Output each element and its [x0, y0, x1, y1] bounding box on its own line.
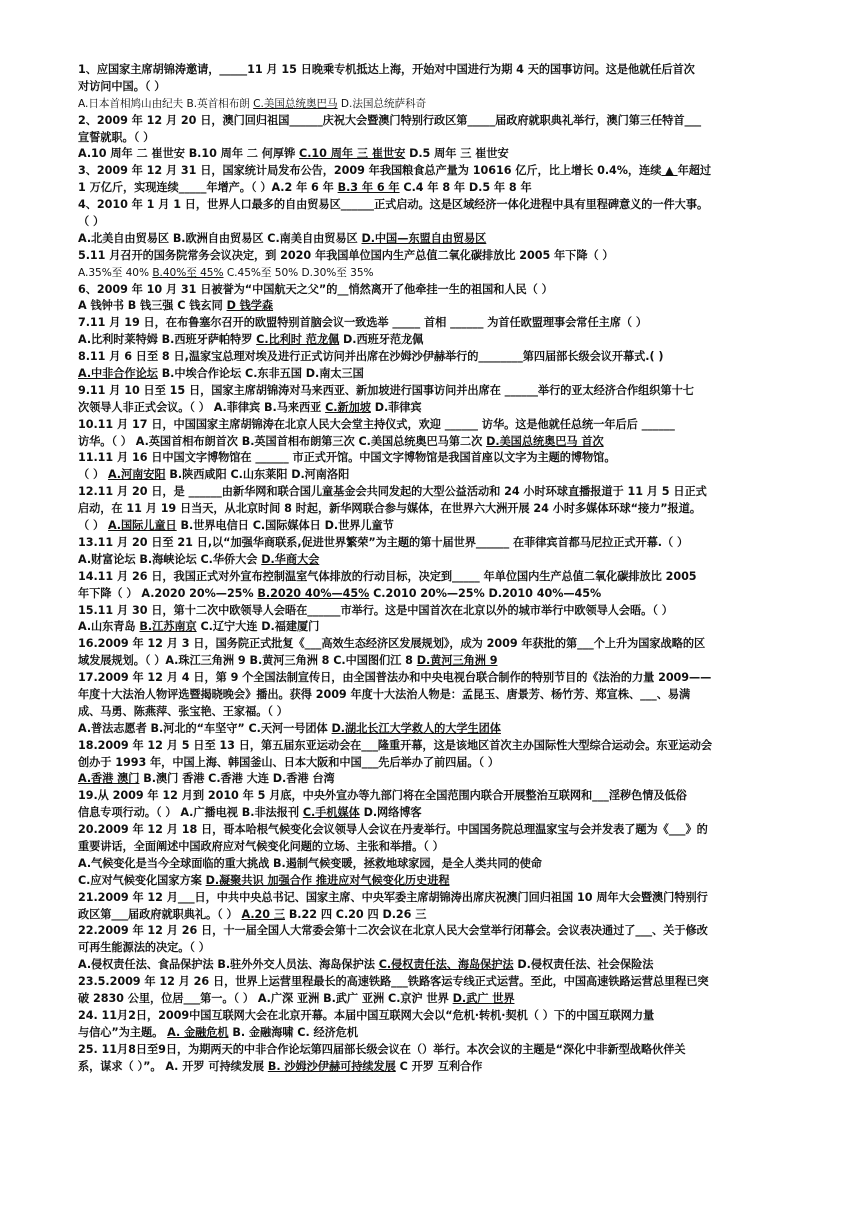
text-segment: C.2010 20%—25% D.2010 40%—45%: [369, 586, 602, 600]
text-segment: A.财富论坛 B.海峡论坛 C.华侨大会: [78, 552, 262, 566]
answer-underlined: D.中国—东盟自由贸易区: [361, 231, 487, 245]
text-line: 5.11 月召开的国务院常务会议决定，到 2020 年我国单位国内生产总值二氧化碳排放比 2005 年下降（ ）: [78, 248, 614, 262]
text-line: [78, 653, 794, 670]
text-segment: D.侵权责任法、社会保险法: [513, 958, 654, 972]
answer-underlined: D.湖北长江大学救人的大学生团体: [331, 721, 501, 735]
answer-underlined: B. 沙姆沙伊赫可持续发展: [267, 1059, 396, 1073]
text-line: [78, 1025, 794, 1042]
text-line: 12.11 月 20 日，是 ______由新华网和联合国儿童基金会共同发起的大型公益活动和 24 小时环球直播报道于 11 月 5 日正式: [78, 485, 707, 499]
text-line: 创办于 1993 年，中国上海、韩国釜山、日本大阪和中国___先后举办了前四届。（ ）: [78, 755, 500, 769]
answer-underlined: D.黄河三角洲 9: [416, 654, 498, 668]
answer-underlined: B.江苏南京: [139, 620, 197, 634]
answer-underlined: A. 金融危机: [167, 1025, 229, 1039]
text-segment: D.西班牙范龙佩: [339, 333, 424, 347]
text-segment: C.4 年 8 年 D.5 年 8 年: [399, 181, 532, 195]
text-segment: A.35%至 40%: [78, 266, 153, 279]
text-segment: A 钱钟书 B 钱三强 C 钱玄同: [78, 299, 227, 313]
text-line: [78, 957, 794, 974]
text-line: 7.11 月 19 日，在布鲁塞尔召开的欧盟特别首脑会议一致选举 _____ 首相 ______ 为首任欧盟理事会常任主席（ ）: [78, 316, 647, 330]
answer-underlined: D.武广 世界: [452, 991, 515, 1005]
text-segment: A.10 周年 二 崔世安 B.10 周年 二 何厚铧: [78, 147, 300, 161]
text-line: 23.5.2009 年 12 月 26 日，世界上运营里程最长的高速铁路___铁路客运专线正式运营。至此，中国高速铁路运营总里程已突: [78, 975, 709, 989]
text-line: 宣誓就职。（ ）: [78, 130, 155, 144]
answer-underlined: B.3 年 6 年: [337, 181, 400, 195]
answer-underlined: C.美国总统奥巴马: [253, 97, 338, 110]
text-line: 21.2009 年 12 月___日，中共中央总书记、国家主席、中央军委主席胡锦涛出席庆祝澳门回归祖国 10 周年大会暨澳门特别行: [78, 890, 708, 904]
text-line: 对访问中国。（ ）: [78, 79, 166, 93]
answer-underlined: C.侵权责任法、海岛保护法: [378, 958, 514, 972]
text-segment: B.陕西咸阳 C.山东莱阳 D.河南洛阳: [165, 468, 350, 482]
text-line: A.气候变化是当今全球面临的重大挑战 B.遏制气候变暖，拯救地球家园，是全人类共同的使命: [78, 856, 542, 870]
text-line: 6、2009 年 10 月 31 日被誉为“中国航天之父”的__悄然离开了他牵挂一生的祖国和人民（ ）: [78, 282, 553, 296]
text-segment: 系，谋求（ ）”。 A. 开罗 可持续发展: [78, 1059, 268, 1073]
text-line: [78, 1059, 794, 1076]
text-line: [78, 518, 794, 535]
answer-underlined: A.国际儿童日: [107, 519, 177, 533]
text-line: [78, 180, 794, 197]
text-line: （ ）: [78, 215, 105, 229]
text-segment: 1 万亿斤，实现连续_____年增产。（ ）A.2 年 6 年: [78, 181, 338, 195]
text-segment: B.22 四 C.20 四 D.26 三: [284, 907, 427, 921]
text-segment: 政区第___届政府就职典礼。（ ）: [78, 907, 242, 921]
text-line: 24. 11月2日，2009中国互联网大会在北京开幕。本届中国互联网大会以“危机·转机·契机（ ）下的中国互联网力量: [78, 1008, 655, 1022]
answer-underlined: A.河南安阳: [107, 468, 166, 482]
text-line: [78, 298, 794, 315]
text-segment: 与信心”为主题。: [78, 1025, 168, 1039]
text-line: [78, 400, 794, 417]
text-segment: 破 2830 公里，位居___第一。（ ） A.广深 亚洲 B.武广 亚洲 C.京沪 世界: [78, 991, 453, 1005]
text-line: 8.11 月 6 日至 8 日,温家宝总理对埃及进行正式访问并出席在沙姆沙伊赫举行的________第四届部长级会议开幕式.( ): [78, 350, 664, 364]
answer-underlined: D.美国总统奥巴马 首次: [486, 434, 604, 448]
text-segment: B.世界电信日 C.国际媒体日 D.世界儿童节: [176, 519, 394, 533]
text-segment: 信息专项行动。（ ） A.广播电视 B.非法报刊: [78, 806, 303, 820]
text-line: 10.11 月 17 日，中国国家主席胡锦涛在北京人民大会堂主持仪式，欢迎 ______ 访华。这是他就任总统一年后后 ______: [78, 417, 675, 431]
text-line: [78, 265, 794, 282]
text-segment: D.网络博客: [359, 806, 422, 820]
text-line: [78, 552, 794, 569]
text-line: 9.11 月 10 日至 15 日，国家主席胡锦涛对马来西亚、新加坡进行国事访问并出席在 ______举行的亚太经济合作组织第十七: [78, 383, 694, 397]
text-line: [78, 907, 794, 924]
text-segment: A.山东青岛: [78, 620, 140, 634]
text-segment: C.辽宁大连 D.福建厦门: [196, 620, 320, 634]
text-line: 可再生能源法的决定。（ ）: [78, 941, 210, 955]
answer-underlined: B.2020 40%—45%: [257, 586, 370, 600]
text-line: [78, 467, 794, 484]
text-line: 年度十大法治人物评选暨揭晓晚会》播出。获得 2009 年度十大法治人物是：孟昆玉、唐景芳、杨竹芳、郑宣株、___、易满: [78, 687, 691, 701]
text-line: 16.2009 年 12 月 3 日，国务院正式批复《___高效生态经济区发展规划》，成为 2009 年获批的第___个上升为国家战略的区: [78, 637, 706, 651]
answer-underlined: A.20 三: [241, 907, 285, 921]
text-line: [78, 146, 794, 163]
answer-underlined: D 钱学森: [226, 299, 274, 313]
answer-underlined: A.香港 澳门: [78, 772, 140, 786]
text-segment: B. 金融海啸 C. 经济危机: [228, 1025, 359, 1039]
text-segment: D.法国总统萨科奇: [337, 97, 427, 110]
text-line: 22.2009 年 12 月 26 日，十一届全国人大常委会第十二次会议在北京人民大会堂举行闭幕会。会议表决通过了___、关于修改: [78, 924, 708, 938]
text-line: 11.11 月 16 日中国文字博物馆在 ______ 市正式开馆。中国文字博物馆是我国首座以文字为主题的博物馆。: [78, 451, 616, 465]
answer-underlined: C.新加坡: [325, 400, 371, 414]
text-line: [78, 805, 794, 822]
text-line: 17.2009 年 12 月 4 日，第 9 个全国法制宣传日，由全国普法办和中央电视台联合制作的特别节目的《法治的力量 2009——: [78, 671, 712, 685]
text-segment: 年超过: [677, 164, 711, 178]
answer-underlined: A.中非合作论坛: [78, 367, 158, 381]
answer-underlined: C.手机媒体: [302, 806, 360, 820]
text-segment: B.澳门 香港 C.香港 大连 D.香港 台湾: [139, 772, 335, 786]
text-line: 成、马勇、陈燕萍、张宝艳、王家福。（ ）: [78, 704, 288, 718]
text-segment: A.侵权责任法、食品保护法 B.驻外外交人员法、海岛保护法: [78, 958, 379, 972]
answer-underlined: ▲: [661, 164, 678, 178]
text-line: [78, 619, 794, 636]
text-line: [78, 586, 794, 603]
text-line: 25. 11月8日至9日，为期两天的中非合作论坛第四届部长级会议在（）举行。本次会议的主题是“深化中非新型战略伙伴关: [78, 1042, 686, 1056]
answer-underlined: C.比利时 范龙佩: [256, 333, 340, 347]
text-segment: D.菲律宾: [370, 400, 422, 414]
answer-underlined: C.10 周年 三 崔世安: [299, 147, 406, 161]
text-line: [78, 434, 794, 451]
text-segment: C 开罗 互利合作: [395, 1059, 483, 1073]
text-line: 19.从 2009 年 12 月到 2010 年 5 月底，中央外宣办等九部门将在全国范围内联合开展整治互联网和___淫秽色情及低俗: [78, 789, 687, 803]
text-line: 18.2009 年 12 月 5 日至 13 日，第五届东亚运动会在___隆重开幕，这是该地区首次主办国际性大型综合运动会。东亚运动会: [78, 738, 713, 752]
text-line: 20.2009 年 12 月 18 日，哥本哈根气候变化会议领导人会议在丹麦举行。中国国务院总理温家宝与会并发表了题为《___》的: [78, 823, 708, 837]
text-segment: 域发展规划。（ ）A.珠江三角洲 9 B.黄河三角洲 8 C.中国图们江 8: [78, 654, 417, 668]
answer-underlined: B.40%至 45%: [152, 266, 224, 279]
text-line: 13.11 月 20 日至 21 日,以“加强华商联系,促进世界繁荣”为主题的第十届世界______ 在菲律宾首都马尼拉正式开幕.（ ）: [78, 535, 689, 549]
text-segment: 访华。（ ） A.英国首相布朗首次 B.英国首相布朗第三次 C.美国总统奥巴马第二次: [78, 434, 487, 448]
text-line: 14.11 月 26 日，我国正式对外宣布控制温室气体排放的行动目标，决定到_____ 年单位国内生产总值二氧化碳排放比 2005: [78, 569, 697, 583]
text-segment: （ ）: [78, 468, 108, 482]
text-line: 启动，在 11 月 19 日当天，从北京时间 8 时起，新华网联合参与媒体，在世界六大洲开展 24 小时多媒体环球“接力”报道。: [78, 502, 701, 516]
text-line: [78, 873, 794, 890]
text-line: 重要讲话，全面阐述中国政府应对气候变化问题的立场、主张和举措。（ ）: [78, 839, 444, 853]
text-line: [78, 332, 794, 349]
text-line: [78, 721, 794, 738]
text-segment: D.5 周年 三 崔世安: [405, 147, 509, 161]
answer-underlined: D.华商大会: [261, 552, 320, 566]
text-segment: C.45%至 50% D.30%至 35%: [223, 266, 374, 279]
text-segment: A.普法志愿者 B.河北的“车坚守” C.天河一号团体: [78, 721, 332, 735]
text-line: [78, 771, 794, 788]
text-line: 2、2009 年 12 月 20 日，澳门回归祖国______庆祝大会暨澳门特别行政区第_____届政府就职典礼举行，澳门第三任特首___: [78, 113, 702, 127]
text-segment: A.日本首相鸠山由纪夫 B.英首相布朗: [78, 97, 254, 110]
text-segment: C.应对气候变化国家方案: [78, 873, 206, 887]
text-line: [78, 366, 794, 383]
text-segment: A.比利时莱特姆 B.西班牙萨帕特罗: [78, 333, 257, 347]
text-line: [78, 991, 794, 1008]
text-line: [78, 163, 794, 180]
text-line: 1、应国家主席胡锦涛邀请，_____11 月 15 日晚乘专机抵达上海，开始对中国进行为期 4 天的国事访问。这是他就任后首次: [78, 63, 695, 76]
text-line: 4、2010 年 1 月 1 日，世界人口最多的自由贸易区______正式启动。这是区域经济一体化进程中具有里程碑意义的一件大事。: [78, 198, 709, 212]
text-segment: 年下降（ ） A.2020 20%—25%: [78, 586, 258, 600]
text-segment: A.北美自由贸易区 B.欧洲自由贸易区 C.南美自由贸易区: [78, 231, 362, 245]
text-segment: （ ）: [78, 519, 108, 533]
text-segment: B.中埃合作论坛 C.东非五国 D.南太三国: [157, 367, 364, 381]
answer-underlined: D.凝聚共识 加强合作 推进应对气候变化历史进程: [205, 873, 450, 887]
text-line: 15.11 月 30 日，第十二次中欧领导人会晤在______市举行。这是中国首次在北京以外的城市举行中欧领导人会晤。（ ）: [78, 603, 673, 617]
text-line: [78, 96, 794, 113]
text-line: [78, 231, 794, 248]
text-segment: 3、2009 年 12 月 31 日，国家统计局发布公告，2009 年我国粮食总产量为 10616 亿斤，比上增长 0.4%，连续: [78, 164, 662, 178]
text-segment: 次领导人非正式会议。（ ） A.菲律宾 B.马来西亚: [78, 400, 326, 414]
